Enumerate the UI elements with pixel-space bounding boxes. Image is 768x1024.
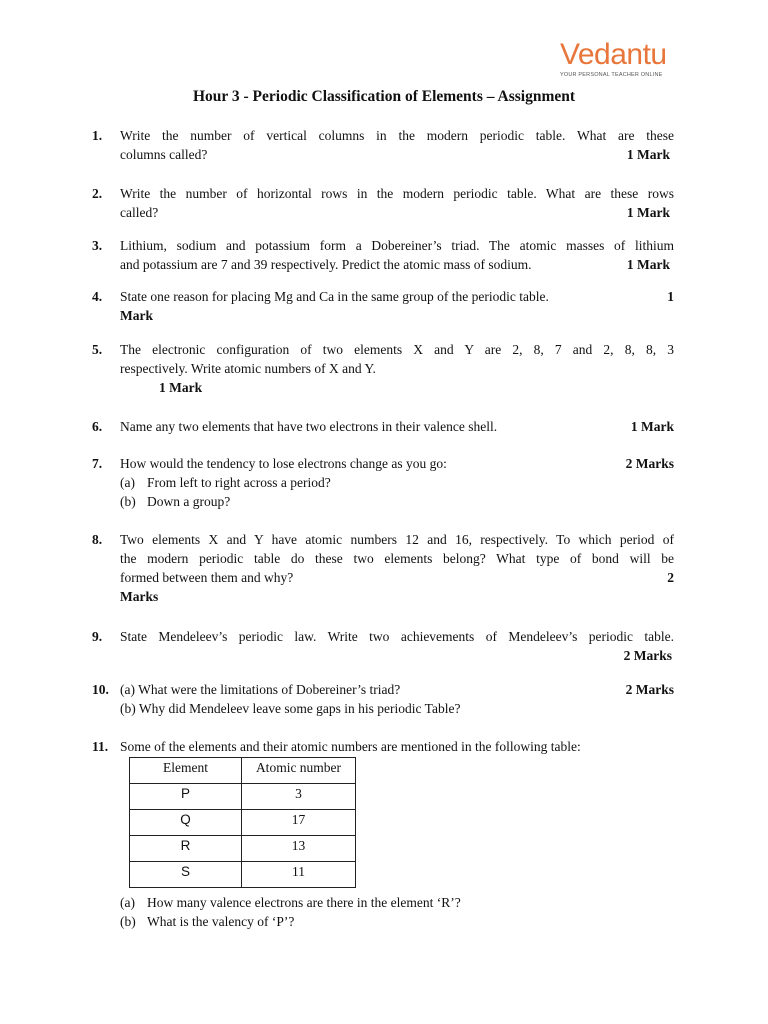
question-number: 9. [92, 629, 103, 644]
marks-label: 2 Marks [625, 456, 674, 471]
marks-label: 1 Mark [630, 419, 674, 434]
question-8 [92, 530, 674, 606]
question-number: 6. [92, 419, 103, 434]
table-cell: R [130, 836, 242, 862]
question-10 [92, 680, 674, 718]
question-number: 5. [92, 342, 103, 357]
sub-question-label: (b) [120, 494, 136, 509]
vedantu-logo [560, 40, 680, 84]
question-11-subs [92, 893, 674, 931]
page-title: Hour 3 - Periodic Classification of Elements – Assignment [192, 88, 576, 105]
sub-question [120, 492, 674, 511]
question-7 [92, 454, 674, 511]
marks-label: 1 Mark [626, 205, 670, 220]
sub-question-text: How many valence electrons are there in the element ‘R’? [147, 895, 461, 910]
sub-question-label: (a) [120, 895, 135, 910]
table-cell: 3 [242, 784, 356, 810]
question-text: Write the number of horizontal rows in the modern periodic table. What are these rows [120, 186, 674, 201]
question-1 [92, 126, 674, 164]
sub-question-text: Down a group? [147, 494, 231, 509]
table-cell: Q [130, 810, 242, 836]
marks-label: 1 Mark [626, 147, 670, 162]
question-text: and potassium are 7 and 39 respectively. Predict the atomic mass of sodium. [120, 257, 532, 272]
question-text: The electronic configuration of two elements X and Y are 2, 8, 7 and 2, 8, 8, 3 [120, 342, 674, 357]
marks-label: 2 Marks [623, 648, 672, 663]
table-row [130, 784, 356, 810]
question-3 [92, 236, 674, 274]
question-text: the modern periodic table do these two elements belong? What type of bond will be [120, 551, 674, 566]
sub-question-label: (a) [120, 475, 135, 490]
sub-question [120, 473, 674, 492]
question-text: State one reason for placing Mg and Ca in the same group of the periodic table. [120, 289, 549, 304]
sub-question-text: From left to right across a period? [147, 475, 331, 490]
sub-question [120, 912, 674, 931]
table-cell: 17 [242, 810, 356, 836]
table-row [130, 862, 356, 888]
question-number: 8. [92, 532, 103, 547]
question-text: How would the tendency to lose electrons change as you go: [120, 456, 447, 471]
logo-tagline: YOUR PERSONAL TEACHER ONLINE [560, 72, 663, 78]
table-cell: 13 [242, 836, 356, 862]
question-text: Lithium, sodium and potassium form a Dobereiner’s triad. The atomic masses of lithium [120, 238, 674, 253]
table-cell: 11 [242, 862, 356, 888]
question-text: formed between them and why? [120, 570, 294, 585]
table-header-row [130, 758, 356, 784]
question-text: columns called? [120, 147, 208, 162]
question-number: 3. [92, 238, 103, 253]
table-cell: S [130, 862, 242, 888]
marks-label: 1 Mark [159, 380, 203, 395]
marks-label: 1 Mark [626, 257, 670, 272]
question-text: Some of the elements and their atomic numbers are mentioned in the following table: [120, 739, 581, 754]
marks-label: Mark [120, 308, 153, 323]
question-text: Two elements X and Y have atomic numbers 12 and 16, respectively. To which period of [120, 532, 674, 547]
question-9 [92, 627, 674, 665]
question-text: respectively. Write atomic numbers of X and Y. [120, 361, 376, 376]
question-number: 2. [92, 186, 103, 201]
question-number: 11. [92, 739, 109, 754]
question-6 [92, 417, 674, 436]
marks-label: 2 [667, 570, 674, 585]
question-text: called? [120, 205, 159, 220]
table-row [130, 810, 356, 836]
table-row [130, 836, 356, 862]
question-text: (b) Why did Mendeleev leave some gaps in his periodic Table? [120, 701, 461, 716]
element-table [129, 757, 356, 888]
question-number: 10. [92, 682, 109, 697]
question-text: (a) What were the limitations of Dobereiner’s triad? [120, 682, 401, 697]
sub-question-text: What is the valency of ‘P’? [147, 914, 295, 929]
question-number: 1. [92, 128, 103, 143]
sub-question-label: (b) [120, 914, 136, 929]
table-cell: P [130, 784, 242, 810]
question-text: Name any two elements that have two electrons in their valence shell. [120, 419, 498, 434]
table-header: Element [130, 758, 242, 784]
marks-label: 2 Marks [625, 682, 674, 697]
marks-label: Marks [120, 589, 159, 604]
question-text: Write the number of vertical columns in the modern periodic table. What are these [120, 128, 674, 143]
question-4 [92, 287, 674, 325]
question-text: State Mendeleev’s periodic law. Write two achievements of Mendeleev’s periodic table. [120, 629, 674, 644]
question-number: 4. [92, 289, 103, 304]
sub-question [120, 893, 674, 912]
table-header: Atomic number [242, 758, 356, 784]
logo-brand: Vedantu [560, 38, 667, 71]
marks-label: 1 [667, 289, 674, 304]
question-number: 7. [92, 456, 103, 471]
question-2 [92, 184, 674, 222]
question-5 [92, 340, 674, 397]
question-11 [92, 737, 674, 756]
